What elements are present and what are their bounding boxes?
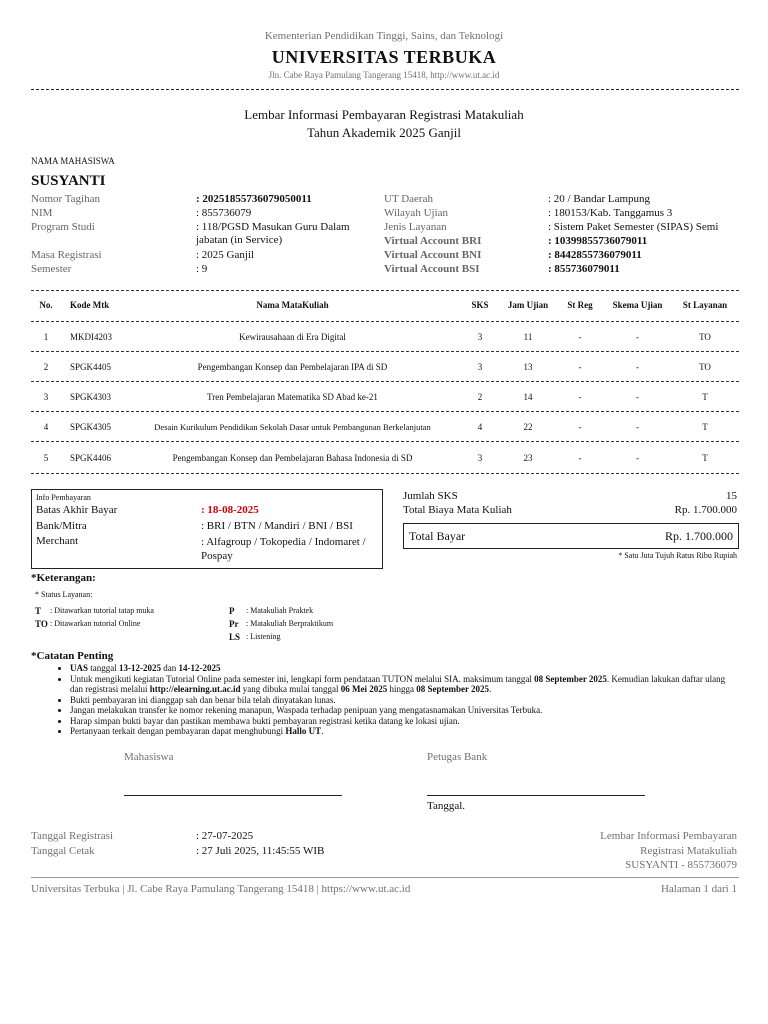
bank-value: : BRI / BTN / Mandiri / BNI / BSI: [201, 520, 353, 532]
va-bsi-value: : 855736079011: [548, 263, 620, 275]
ut-region-value: : 20 / Bandar Lampung: [548, 193, 651, 205]
uas-date-2: 14-12-2025: [178, 663, 221, 673]
row-sks: 3: [477, 332, 483, 342]
row-code: SPGK4305: [70, 422, 112, 432]
col-name: Nama MataKuliah: [256, 300, 329, 310]
row-name: Pengembangan Konsep dan Pembelajaran IPA di SD: [197, 362, 388, 372]
important-notes-title: *Catatan Penting: [31, 650, 114, 662]
doc-summary-line1: Lembar Informasi Pembayaran: [600, 830, 737, 842]
deadline-value: : 18-08-2025: [201, 504, 259, 516]
registration-period-label: Masa Registrasi: [31, 249, 102, 261]
uas-label: UAS: [70, 663, 89, 673]
col-code: Kode Mtk: [70, 300, 110, 310]
service-type-value: : Sistem Paket Semester (SIPAS) Semi: [548, 221, 719, 233]
status-code-to: TO: [35, 619, 48, 629]
row-name: Tren Pembelajaran Matematika SD Abad ke-21: [207, 392, 378, 402]
row-divider: [31, 381, 739, 382]
header-divider: [31, 89, 739, 90]
row-no: 2: [43, 362, 49, 372]
row-service-status: TO: [699, 362, 711, 372]
status-desc-ls: : Listening: [246, 632, 281, 641]
total-payment-label: Total Bayar: [409, 529, 466, 543]
elearning-link[interactable]: http://elearning.ut.ac.id: [149, 684, 241, 694]
note-text: .: [489, 684, 492, 694]
row-sks: 3: [477, 362, 483, 372]
row-sks: 4: [477, 422, 483, 432]
student-name: SUSYANTI: [31, 173, 106, 189]
table-header-divider: [31, 321, 739, 322]
list-item: • Harap simpan bukti bayar dan pastikan membawa bukti pembayaran registrasi ketika datang ke lokasi ujian.: [70, 716, 738, 727]
sks-total-label: Jumlah SKS: [403, 490, 458, 502]
va-bri-value: : 10399855736079011: [548, 235, 648, 247]
row-reg-status: -: [578, 453, 582, 463]
note-text: hingga: [387, 684, 417, 694]
col-exam-scheme: Skema Ujian: [612, 300, 663, 310]
note-date: 06 Mei 2025: [340, 684, 388, 694]
payment-info-box: [31, 489, 383, 569]
row-exam-scheme: -: [636, 332, 639, 342]
bank-label: Bank/Mitra: [36, 520, 87, 532]
amount-in-words: * Satu Juta Tujuh Ratus Ribu Rupiah: [618, 551, 737, 560]
merchant-value: : Alfagroup / Tokopedia / Indomaret / Pospay: [201, 536, 366, 562]
program-label: Program Studi: [31, 221, 95, 233]
deadline-label: Batas Akhir Bayar: [36, 504, 118, 516]
footer-address: Universitas Terbuka | Jl. Cabe Raya Pamulang Tangerang 15418 | https://www.ut.ac.id: [31, 883, 411, 895]
row-service-status: T: [702, 422, 708, 432]
sks-total-value: 15: [726, 490, 737, 502]
important-notes-list: [56, 663, 738, 737]
status-desc-t: : Ditawarkan tutorial tatap muka: [50, 606, 154, 615]
row-reg-status: -: [578, 332, 582, 342]
row-code: SPGK4303: [70, 392, 112, 402]
course-cost-value: Rp. 1.700.000: [674, 504, 737, 516]
table-bottom-divider: [31, 473, 739, 474]
total-payment-value: Rp. 1.700.000: [664, 529, 733, 543]
invoice-label: Nomor Tagihan: [31, 193, 100, 205]
status-desc-pr: : Matakuliah Berpraktikum: [246, 619, 334, 628]
semester-value: : 9: [196, 263, 208, 275]
row-divider: [31, 411, 739, 412]
note-text: Pertanyaan terkait dengan pembayaran dapat menghubungi: [70, 726, 286, 736]
bank-officer-signature-label: Petugas Bank: [427, 751, 488, 763]
status-code-ls: LS: [229, 632, 241, 642]
document-title: Lembar Informasi Pembayaran Registrasi Matakuliah: [244, 107, 524, 122]
print-date-label: Tanggal Cetak: [31, 845, 95, 857]
row-exam-time: 22: [523, 422, 533, 432]
student-signature-line: [124, 795, 342, 796]
list-item: [70, 674, 738, 695]
row-name: Desain Kurikulum Pendidikan Sekolah Dasar untuk Pembangunan Berkelanjutan: [154, 422, 431, 432]
row-exam-time: 13: [523, 362, 533, 372]
semester-label: Semester: [31, 263, 72, 275]
page-number: Halaman 1 dari 1: [660, 883, 737, 895]
registration-date-label: Tanggal Registrasi: [31, 830, 114, 842]
note-date: 08 September 2025: [534, 673, 607, 684]
row-reg-status: -: [578, 392, 582, 402]
print-date-value: : 27 Juli 2025, 11:45:55 WIB: [196, 845, 325, 857]
row-code: MKDI4203: [70, 332, 112, 342]
row-exam-time: 23: [523, 453, 533, 463]
list-item: [70, 726, 738, 737]
row-divider: [31, 441, 739, 442]
academic-year: Tahun Akademik 2025 Ganjil: [307, 125, 461, 140]
row-service-status: TO: [699, 332, 711, 342]
col-exam-time: Jam Ujian: [507, 300, 549, 310]
row-service-status: T: [702, 392, 708, 402]
doc-summary-line2: Registrasi Matakuliah: [640, 845, 737, 857]
col-service-status: St Layanan: [682, 300, 728, 310]
doc-summary-line3: SUSYANTI - 855736079: [625, 859, 737, 871]
row-code: SPGK4405: [70, 362, 112, 372]
status-desc-to: : Ditawarkan tutorial Online: [50, 619, 141, 628]
ministry-name: Kementerian Pendidikan Tinggi, Sains, dan Teknologi: [264, 30, 504, 42]
list-item: [70, 663, 738, 674]
invoice-value: : 20251855736079050011: [196, 193, 312, 205]
merchant-label: Merchant: [36, 535, 79, 547]
uas-text: dan: [161, 663, 179, 673]
row-service-status: T: [702, 453, 708, 463]
status-code-p: P: [229, 606, 235, 616]
row-sks: 3: [477, 453, 483, 463]
university-address: Jln. Cabe Raya Pamulang Tangerang 15418, http://www.ut.ac.id: [268, 70, 500, 80]
table-top-divider: [31, 290, 739, 291]
col-reg-status: St Reg: [567, 300, 593, 310]
ut-region-label: UT Daerah: [384, 193, 433, 205]
nim-label: NIM: [31, 207, 53, 219]
row-exam-scheme: -: [636, 362, 639, 372]
exam-area-label: Wilayah Ujian: [384, 207, 449, 219]
note-text: Untuk mengikuti kegiatan Tutorial Online pada semester ini, lengkapi form pendataan TUTON melalui SIA. maksimum tanggal: [70, 673, 535, 684]
program-value: : 118/PGSD Masukan Guru Dalam jabatan (in Service): [196, 221, 350, 246]
row-sks: 2: [477, 392, 483, 402]
university-name: UNIVERSITAS TERBUKA: [271, 47, 497, 67]
row-exam-scheme: -: [636, 422, 639, 432]
row-reg-status: -: [578, 362, 582, 372]
uas-text: tanggal: [88, 663, 120, 673]
status-code-t: T: [35, 606, 42, 616]
col-sks: SKS: [471, 300, 489, 310]
hallo-ut: Hallo UT: [285, 726, 322, 736]
course-cost-label: Total Biaya Mata Kuliah: [403, 504, 512, 516]
exam-area-value: : 180153/Kab. Tanggamus 3: [548, 207, 673, 219]
registration-period-value: : 2025 Ganjil: [196, 249, 255, 261]
row-divider: [31, 351, 739, 352]
note-text: . Kemudian lakukan daftar ulang dan registrasi melalui: [70, 673, 726, 694]
va-bni-label: Virtual Account BNI: [384, 249, 482, 261]
bank-officer-signature-line: [427, 795, 645, 796]
note-date: 08 September 2025: [416, 684, 490, 694]
nim-value: : 855736079: [196, 207, 252, 219]
row-name: Pengembangan Konsep dan Pembelajaran Bahasa Indonesia di SD: [172, 453, 413, 463]
va-bni-value: : 8442855736079011: [548, 249, 642, 261]
row-no: 5: [43, 453, 49, 463]
list-item: • Jangan melakukan transfer ke nomor rekening manapun, Waspada terhadap penipuan yang mengatasnamakan Universitas Terbuka.: [70, 705, 738, 716]
row-name: Kewirausahaan di Era Digital: [239, 332, 346, 342]
row-no: 3: [43, 392, 49, 402]
row-no: 1: [43, 332, 49, 342]
service-type-label: Jenis Layanan: [384, 221, 447, 233]
payment-info-caption: Info Pembayaran: [36, 493, 91, 502]
student-signature-label: Mahasiswa: [124, 751, 174, 763]
note-text: .: [321, 726, 324, 736]
registration-date-value: : 27-07-2025: [196, 830, 254, 842]
note-text: yang dibuka mulai tanggal: [240, 684, 341, 694]
col-no: No.: [39, 300, 53, 310]
row-exam-scheme: -: [636, 392, 639, 402]
footer-divider: [31, 877, 739, 878]
signature-date-label: Tanggal.: [427, 800, 466, 812]
row-no: 4: [43, 422, 49, 432]
uas-date-1: 13-12-2025: [119, 663, 162, 673]
status-caption: * Status Layanan:: [35, 590, 93, 599]
notes-title: *Keterangan:: [31, 572, 96, 584]
list-item: • Bukti pembayaran ini dianggap sah dan benar bila telah dinyatakan lunas.: [70, 695, 738, 706]
row-exam-time: 14: [523, 392, 533, 402]
row-reg-status: -: [578, 422, 582, 432]
row-exam-scheme: -: [636, 453, 639, 463]
row-code: SPGK4406: [70, 453, 112, 463]
status-desc-p: : Matakuliah Praktek: [246, 606, 314, 615]
student-name-caption: NAMA MAHASISWA: [31, 156, 115, 166]
row-exam-time: 11: [523, 332, 533, 342]
status-code-pr: Pr: [229, 619, 239, 629]
va-bsi-label: Virtual Account BSI: [384, 263, 480, 275]
total-payment-box: [403, 523, 739, 549]
va-bri-label: Virtual Account BRI: [384, 235, 482, 247]
